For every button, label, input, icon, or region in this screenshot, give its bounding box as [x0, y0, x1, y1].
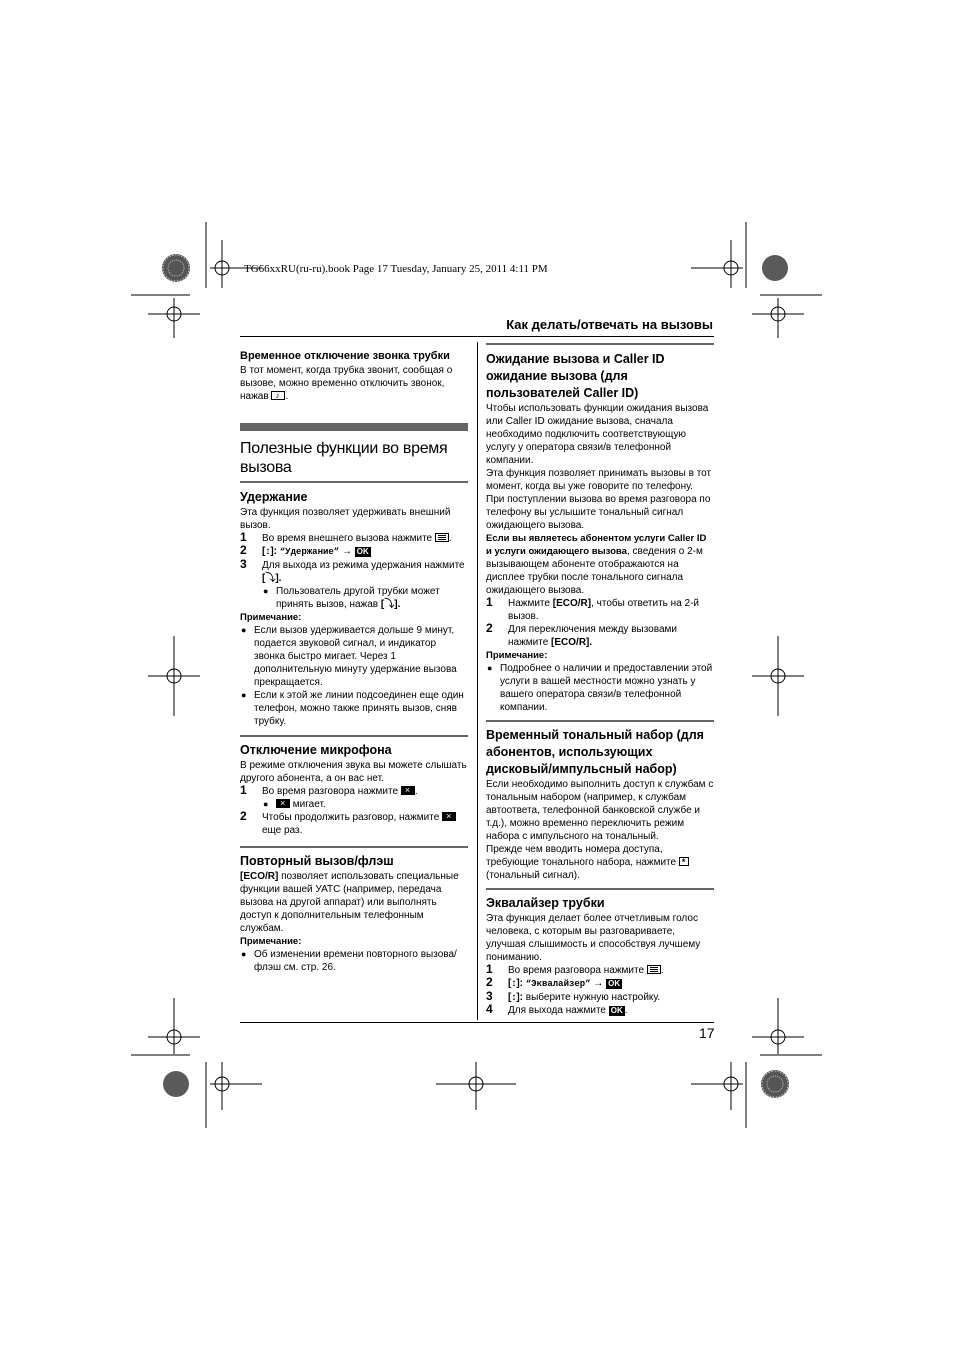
- section-bar: [240, 423, 468, 431]
- ok-key: OK: [610, 1006, 623, 1015]
- hold-title: Удержание: [240, 490, 308, 504]
- note-label: Примечание:: [240, 936, 302, 947]
- footer-rule: [240, 1022, 714, 1023]
- star-target: [761, 1070, 789, 1098]
- call-waiting-title: Ожидание вызова и Caller ID ожидание вызова (для пользователей Caller ID): [486, 352, 665, 400]
- mute-icon: [442, 812, 456, 821]
- hold-step: 1 Во время внешнего вызова нажмите .: [240, 530, 452, 544]
- flash-title: Повторный вызов/флэш: [240, 854, 394, 868]
- eq-step: 1 Во время разговора нажмите .: [486, 962, 664, 976]
- note-item: ● Подробнее о наличии и предоставлении этой услуги в вашей местности можно узнать у вашего оператора связи/в телефонной компании.: [487, 663, 713, 713]
- cw-step: 1 Нажмите [ECO/R], чтобы ответить на 2-й вызов.: [486, 595, 700, 622]
- talk-key: [⤵].: [262, 573, 282, 584]
- eq-intro: Эта функция делает более отчетливым голос человека, с которым вы разговариваете, улучшая слышимость и способствуя лучшему пониманию.: [486, 913, 701, 963]
- mute-step: 1 Во время разговора нажмите × .: [240, 785, 468, 798]
- eq-step: 2 [↕]: “Эквалайзер” → OK: [486, 975, 621, 989]
- note-item: ● Если к этой же линии подсоединен еще один телефон, можно также принять вызов, сняв трубку.: [241, 690, 464, 727]
- gray-target: [163, 1071, 189, 1097]
- tone-title: Временный тональный набор (для абонентов, использующих дисковый/импульсный набор): [486, 728, 704, 776]
- registration-target: [148, 998, 200, 1054]
- mute-substep: ● × мигает.: [240, 798, 468, 811]
- flash-text: [ECO/R] позволяет использовать специальные функции вашей УАТС (например, передача вызова на другой аппарат) или выполнять доступ к дополнительным телефонным службам.: [240, 871, 459, 934]
- star-key-icon: [679, 857, 689, 866]
- running-header: Как делать/отвечать на вызовы: [506, 317, 713, 332]
- registration-target: [752, 998, 804, 1054]
- mute-intro: В режиме отключения звука вы можете слышать другого абонента, а он вас нет.: [240, 760, 467, 784]
- header-rule: [240, 336, 714, 337]
- registration-target: [148, 636, 200, 716]
- eq-step: 3 [↕]: выберите нужную настройку.: [486, 989, 661, 1003]
- menu-icon: [435, 533, 449, 542]
- page-number: 17: [699, 1025, 715, 1041]
- registration-target: [691, 1062, 743, 1110]
- ringer-off-text: В тот момент, когда трубка звонит, сообщая о вызове, можно временно отключить звонок, нажав ♪ .: [240, 364, 468, 403]
- mute-title: Отключение микрофона: [240, 743, 392, 757]
- eco-r-key: [ECO/R]: [552, 598, 592, 609]
- cw-paragraph: Чтобы использовать функции ожидания вызова или Caller ID ожидание вызова, сначала необходимо подключить соответствующую услугу у оператора связи/в телефонной компании.: [486, 403, 709, 466]
- cw-paragraph: Эта функция позволяет принимать вызовы в тот момент, когда вы уже говорите по телефону. При поступлении вызова во время разговора по телефону вы услышите тональный сигнал ожидающего вызова.: [486, 468, 712, 531]
- left-column: [240, 349, 468, 974]
- registration-target: [752, 298, 804, 338]
- registration-target: [148, 298, 200, 338]
- ringer-off-icon: [271, 391, 285, 400]
- tone-paragraph: Если необходимо выполнить доступ к службам с тональным набором (например, к службам автоответа, телефонной банковской службе и т.д.), можно временно переключить режим набора с импульсного на тональный.: [486, 779, 714, 842]
- registration-target: [752, 636, 804, 716]
- mute-icon: [276, 799, 290, 808]
- mute-step: 2 Чтобы продолжить разговор, нажмите × еще раз.: [240, 811, 468, 837]
- registration-target: [436, 1062, 516, 1110]
- note-label: Примечание:: [240, 612, 302, 623]
- ringer-off-title: Временное отключение звонка трубки: [240, 350, 450, 362]
- gray-target: [762, 255, 788, 281]
- hold-substep: ● Пользователь другой трубки может принять вызов, нажав [⤵].: [263, 586, 440, 610]
- equalizer-title: Эквалайзер трубки: [486, 896, 605, 910]
- menu-icon: [647, 965, 661, 974]
- note-label: Примечание:: [486, 650, 548, 661]
- section-title: Полезные функции во время вызова: [240, 440, 448, 476]
- cw-paragraph: Если вы являетесь абонентом услуги Caller ID и услуги ожидающего вызова, сведения о 2-м вызывающем абоненте отображаются на дисплее трубки после тонального сигнала ожидающего вызова.: [486, 533, 707, 596]
- note-item: ● Об изменении времени повторного вызова/флэш см. стр. 26.: [241, 949, 457, 973]
- note-item: ● Если вызов удерживается дольше 9 минут, подается звуковой сигнал, и индикатор звонка быстро мигает. Через 1 дополнительную минуту удержание вызова прекращается.: [241, 625, 457, 688]
- ok-key: OK: [356, 547, 369, 556]
- hold-intro: Эта функция позволяет удерживать внешний вызов.: [240, 507, 451, 531]
- hold-step: 3 Для выхода из режима удержания нажмите [⤵].: [240, 557, 465, 584]
- tone-paragraph: Прежде чем вводить номера доступа, требующие тонального набора, нажмите * (тональный сигнал).: [486, 843, 714, 882]
- registration-target: [210, 1062, 262, 1110]
- cw-step: 2 Для переключения между вызовами нажмите [ECO/R].: [486, 621, 677, 648]
- column-divider: [477, 342, 478, 1020]
- ok-key: OK: [608, 979, 621, 988]
- mute-icon: [401, 786, 415, 795]
- eq-step: 4 Для выхода нажмите OK .: [486, 1002, 628, 1016]
- right-column: [486, 343, 714, 1017]
- registration-target: [691, 240, 743, 288]
- hold-step: 2 [↕]: “Удержание” → OK: [240, 543, 369, 557]
- print-slug: TG66xxRU(ru-ru).book Page 17 Tuesday, January 25, 2011 4:11 PM: [244, 263, 548, 275]
- eco-r-key: [ECO/R].: [551, 637, 593, 648]
- star-target: [162, 254, 190, 282]
